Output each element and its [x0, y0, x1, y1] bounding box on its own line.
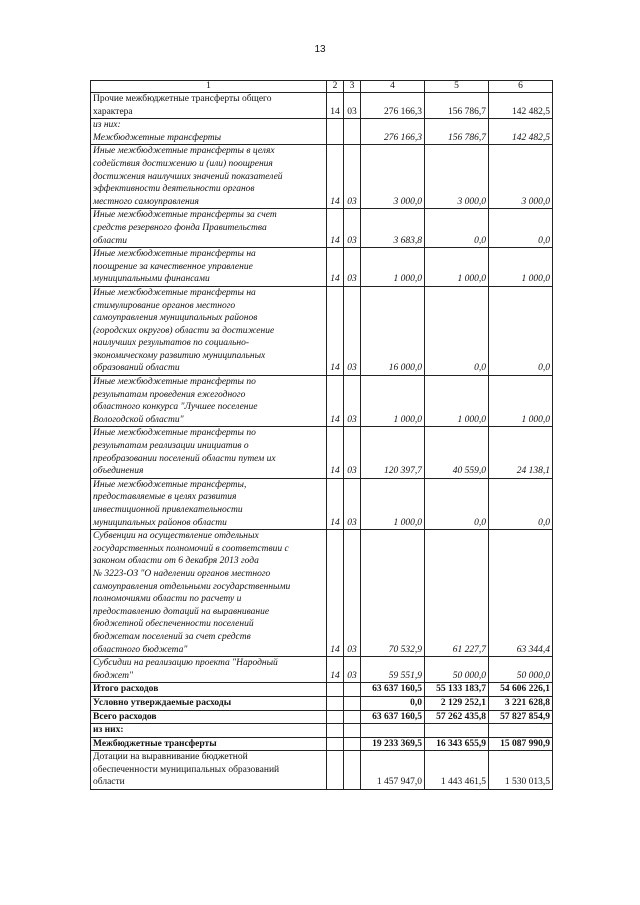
budget-table: [90, 80, 553, 790]
table-row: [91, 93, 553, 119]
value-col5-cell: 1 000,0: [425, 248, 489, 287]
table-row: [91, 145, 553, 209]
value-col5-cell: 61 227,7: [425, 530, 489, 657]
row-name-cell: Субсидии на реализацию проекта "Народный бюджет": [91, 657, 327, 683]
row-name-cell: Всего расходов: [91, 710, 327, 724]
row-name-cell: из них:: [91, 724, 327, 738]
value-col5-cell: 0,0: [425, 478, 489, 529]
table-row: [91, 209, 553, 248]
section-code-cell: [327, 751, 344, 790]
value-col5-cell: 1 000,0: [425, 376, 489, 427]
section-code-cell: 14: [327, 657, 344, 683]
value-col4-cell: 276 166,3: [361, 119, 425, 145]
value-col6-cell: [489, 724, 553, 738]
table-body: [91, 93, 553, 790]
header-cell-4: 4: [361, 81, 425, 93]
value-col6-cell: 1 000,0: [489, 248, 553, 287]
table-row: [91, 119, 553, 145]
table-row: [91, 724, 553, 738]
subsection-code-cell: 03: [344, 427, 361, 478]
section-code-cell: 14: [327, 376, 344, 427]
section-code-cell: 14: [327, 145, 344, 209]
subsection-code-cell: [344, 724, 361, 738]
section-code-cell: [327, 724, 344, 738]
table-row: [91, 696, 553, 710]
value-col4-cell: 3 683,8: [361, 209, 425, 248]
value-col4-cell: 63 637 160,5: [361, 710, 425, 724]
value-col4-cell: 59 551,9: [361, 657, 425, 683]
subsection-code-cell: [344, 737, 361, 751]
value-col5-cell: 50 000,0: [425, 657, 489, 683]
section-code-cell: 14: [327, 248, 344, 287]
section-code-cell: 14: [327, 209, 344, 248]
value-col6-cell: 0,0: [489, 286, 553, 375]
row-name-cell: Иные межбюджетные трансферты за счет средств резервного фонда Правительства области: [91, 209, 327, 248]
section-code-cell: [327, 119, 344, 145]
value-col6-cell: 0,0: [489, 209, 553, 248]
subsection-code-cell: 03: [344, 530, 361, 657]
value-col5-cell: 16 343 655,9: [425, 737, 489, 751]
value-col6-cell: 3 221 628,8: [489, 696, 553, 710]
section-code-cell: 14: [327, 93, 344, 119]
table-row: [91, 530, 553, 657]
subsection-code-cell: 03: [344, 478, 361, 529]
subsection-code-cell: 03: [344, 376, 361, 427]
value-col5-cell: 1 443 461,5: [425, 751, 489, 790]
value-col4-cell: 70 532,9: [361, 530, 425, 657]
value-col6-cell: 0,0: [489, 478, 553, 529]
subsection-code-cell: 03: [344, 145, 361, 209]
subsection-code-cell: [344, 710, 361, 724]
row-name-cell: Итого расходов: [91, 683, 327, 697]
row-name-cell: Иные межбюджетные трансферты по результатам реализации инициатив о преобразовании поселений области путем их объединения: [91, 427, 327, 478]
table-row: [91, 248, 553, 287]
header-cell-5: 5: [425, 81, 489, 93]
value-col4-cell: 1 000,0: [361, 478, 425, 529]
row-name-cell: Иные межбюджетные трансферты на поощрение за качественное управление муниципальными финансами: [91, 248, 327, 287]
table-row: [91, 286, 553, 375]
value-col6-cell: 1 000,0: [489, 376, 553, 427]
value-col6-cell: 54 606 226,1: [489, 683, 553, 697]
row-name-cell: Иные межбюджетные трансферты на стимулирование органов местного самоуправления муниципальных районов (городских округов) области за достижение наилучших результатов по социально- экономическому развитию муниципальных образований области: [91, 286, 327, 375]
subsection-code-cell: 03: [344, 248, 361, 287]
value-col5-cell: 3 000,0: [425, 145, 489, 209]
subsection-code-cell: 03: [344, 286, 361, 375]
header-cell-3: 3: [344, 81, 361, 93]
value-col4-cell: 0,0: [361, 696, 425, 710]
value-col6-cell: 50 000,0: [489, 657, 553, 683]
section-code-cell: [327, 710, 344, 724]
row-name-cell: Межбюджетные трансферты: [91, 737, 327, 751]
row-name-cell: Дотации на выравнивание бюджетной обеспеченности муниципальных образований области: [91, 751, 327, 790]
header-cell-2: 2: [327, 81, 344, 93]
section-code-cell: [327, 737, 344, 751]
subsection-code-cell: 03: [344, 209, 361, 248]
value-col5-cell: 0,0: [425, 286, 489, 375]
value-col4-cell: 3 000,0: [361, 145, 425, 209]
table-row: [91, 737, 553, 751]
value-col4-cell: 19 233 369,5: [361, 737, 425, 751]
table-row: [91, 376, 553, 427]
section-code-cell: 14: [327, 530, 344, 657]
value-col6-cell: 24 138,1: [489, 427, 553, 478]
header-row: [91, 81, 553, 93]
value-col5-cell: 0,0: [425, 209, 489, 248]
value-col4-cell: 16 000,0: [361, 286, 425, 375]
value-col5-cell: 156 786,7: [425, 119, 489, 145]
value-col4-cell: 120 397,7: [361, 427, 425, 478]
table-row: [91, 478, 553, 529]
row-name-cell: Субвенции на осуществление отдельных государственных полномочий в соответствии с законом области от 6 декабря 2013 года № 3223-ОЗ "О наделении органов местного самоуправления отдельными государственными полномочиями области по расчету и предоставлению дотаций на выравнивание бюджетной обеспеченности поселений бюджетам поселений за счет средств областного бюджета": [91, 530, 327, 657]
value-col4-cell: 63 637 160,5: [361, 683, 425, 697]
row-name-cell: Условно утверждаемые расходы: [91, 696, 327, 710]
section-code-cell: [327, 683, 344, 697]
value-col4-cell: [361, 724, 425, 738]
section-code-cell: 14: [327, 286, 344, 375]
subsection-code-cell: [344, 696, 361, 710]
value-col5-cell: 40 559,0: [425, 427, 489, 478]
value-col4-cell: 1 000,0: [361, 376, 425, 427]
subsection-code-cell: [344, 683, 361, 697]
value-col6-cell: 142 482,5: [489, 93, 553, 119]
subsection-code-cell: [344, 119, 361, 145]
section-code-cell: [327, 696, 344, 710]
row-name-cell: Иные межбюджетные трансферты в целях содействия достижению и (или) поощрения достижения наилучших значений показателей эффективности деятельности органов местного самоуправления: [91, 145, 327, 209]
row-name-cell: из них: Межбюджетные трансферты: [91, 119, 327, 145]
value-col6-cell: 142 482,5: [489, 119, 553, 145]
row-name-cell: Иные межбюджетные трансферты по результатам проведения ежегодного областного конкурса "Лучшее поселение Вологодской области": [91, 376, 327, 427]
header-cell-1: 1: [91, 81, 327, 93]
value-col5-cell: 156 786,7: [425, 93, 489, 119]
value-col6-cell: 1 530 013,5: [489, 751, 553, 790]
value-col6-cell: 3 000,0: [489, 145, 553, 209]
table-row: [91, 710, 553, 724]
value-col4-cell: 1 000,0: [361, 248, 425, 287]
value-col6-cell: 15 087 990,9: [489, 737, 553, 751]
row-name-cell: Иные межбюджетные трансферты, предоставляемые в целях развития инвестиционной привлекательности муниципальных районов области: [91, 478, 327, 529]
table-row: [91, 683, 553, 697]
page-number: 13: [314, 44, 326, 55]
value-col5-cell: 2 129 252,1: [425, 696, 489, 710]
subsection-code-cell: [344, 751, 361, 790]
subsection-code-cell: 03: [344, 657, 361, 683]
value-col5-cell: 55 133 183,7: [425, 683, 489, 697]
table-row: [91, 751, 553, 790]
value-col5-cell: [425, 724, 489, 738]
value-col5-cell: 57 262 435,8: [425, 710, 489, 724]
value-col6-cell: 63 344,4: [489, 530, 553, 657]
value-col4-cell: 276 166,3: [361, 93, 425, 119]
row-name-cell: Прочие межбюджетные трансферты общего характера: [91, 93, 327, 119]
value-col4-cell: 1 457 947,0: [361, 751, 425, 790]
section-code-cell: 14: [327, 427, 344, 478]
section-code-cell: 14: [327, 478, 344, 529]
table-row: [91, 657, 553, 683]
value-col6-cell: 57 827 854,9: [489, 710, 553, 724]
subsection-code-cell: 03: [344, 93, 361, 119]
header-cell-6: 6: [489, 81, 553, 93]
table-row: [91, 427, 553, 478]
